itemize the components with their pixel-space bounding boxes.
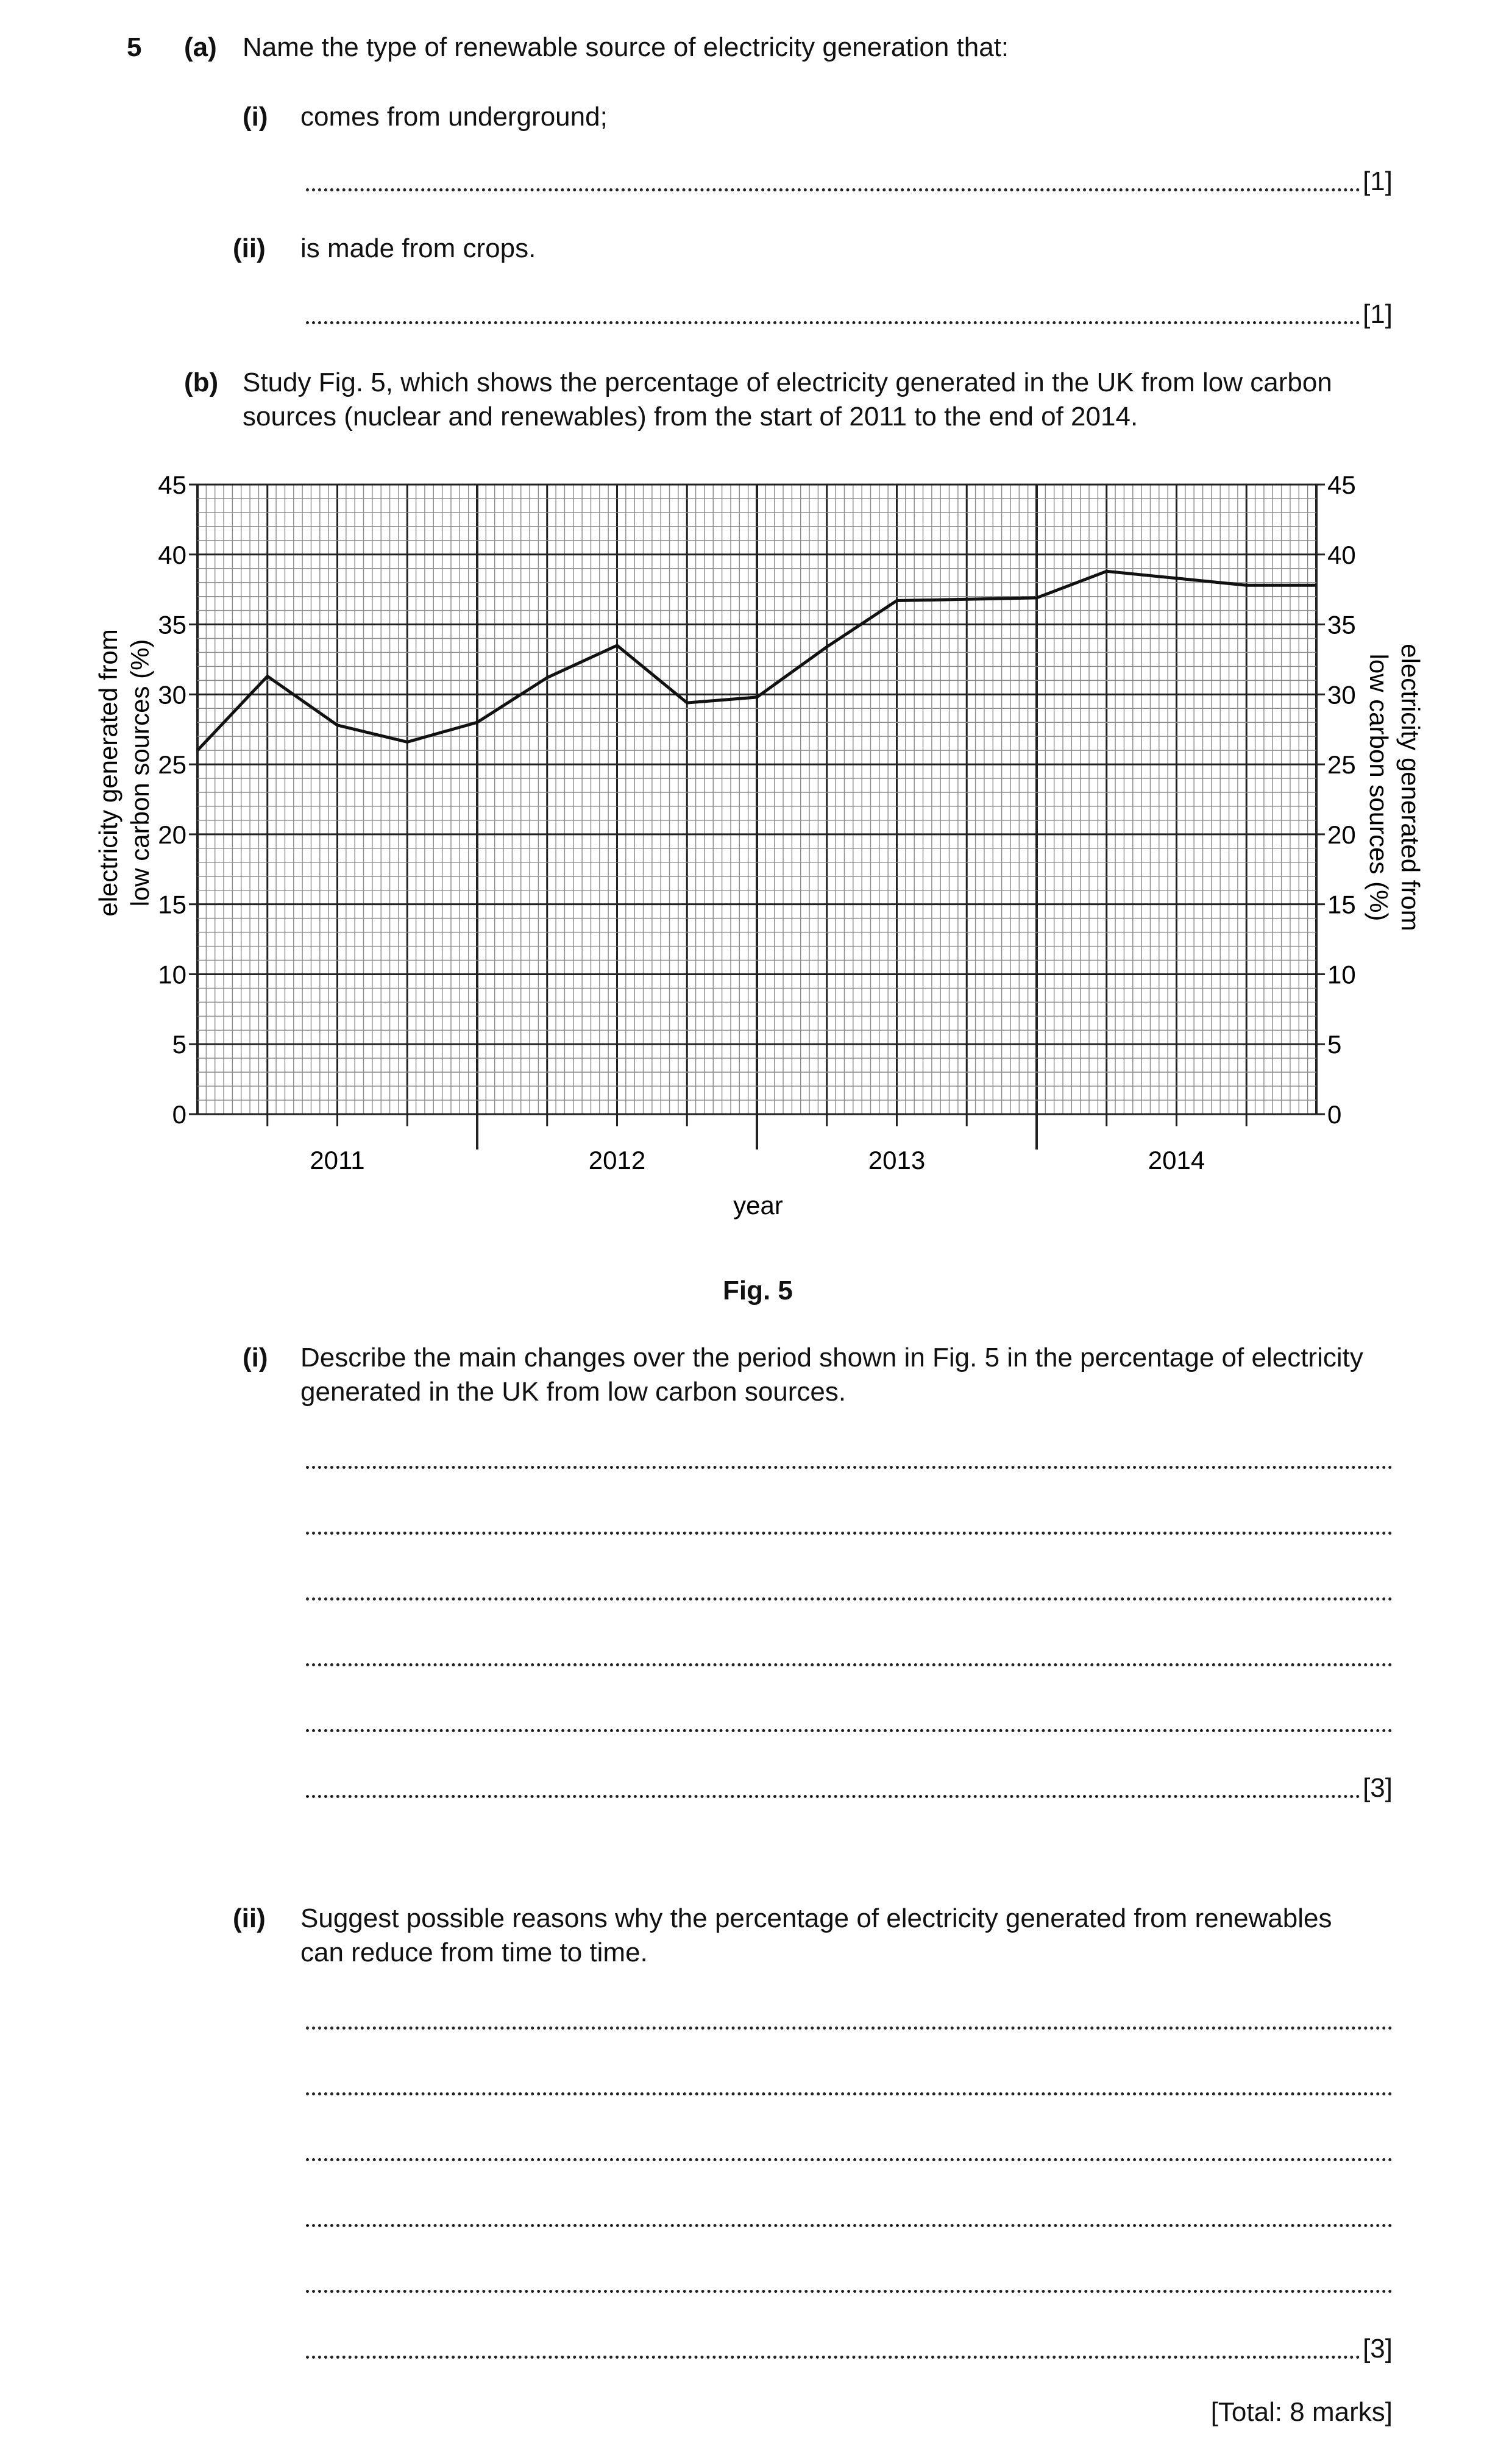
mark-b-ii: [3] <box>1363 2334 1393 2364</box>
y-tick-label: 30 <box>158 680 186 709</box>
chart-grid <box>197 485 1316 1114</box>
y-tick-label: 15 <box>158 890 186 919</box>
dotted-line <box>306 1466 1393 1469</box>
y-tick-label: 35 <box>158 610 186 639</box>
y-tick-label: 40 <box>1327 540 1356 569</box>
answer-line-b-ii-3[interactable] <box>306 2134 1393 2169</box>
answer-line-b-i-4[interactable] <box>306 1640 1393 1674</box>
part-a-i-label: (i) <box>243 102 268 132</box>
y-tick-label: 45 <box>158 471 186 499</box>
year-label: 2013 <box>868 1146 926 1174</box>
part-b-ii-text-line2: can reduce from time to time. <box>300 1938 648 1967</box>
y-tick-label: 10 <box>158 960 186 989</box>
part-a-text: Name the type of renewable source of electricity generation that: <box>243 32 1009 62</box>
dotted-line <box>306 1795 1360 1798</box>
part-a-ii-text: is made from crops. <box>300 233 536 263</box>
question-number: 5 <box>127 32 142 62</box>
answer-line-b-ii-6[interactable] <box>306 2332 1393 2366</box>
dotted-line <box>306 1729 1393 1732</box>
mark-a-ii: [1] <box>1363 299 1393 329</box>
dotted-line <box>306 1663 1393 1666</box>
fig-caption: Fig. 5 <box>723 1276 793 1306</box>
y-axis-label-left-line2: low carbon sources (%) <box>126 639 154 907</box>
dotted-line <box>306 2158 1393 2161</box>
y-tick-label: 10 <box>1327 960 1356 989</box>
dotted-line <box>306 2027 1393 2030</box>
answer-line-b-ii-4[interactable] <box>306 2200 1393 2234</box>
answer-line-b-i-5[interactable] <box>306 1705 1393 1739</box>
mark-b-i: [3] <box>1363 1773 1393 1803</box>
y-tick-label: 45 <box>1327 471 1356 499</box>
total-marks: [Total: 8 marks] <box>1210 2397 1393 2427</box>
y-tick-label: 25 <box>158 750 186 780</box>
y-tick-label: 0 <box>1327 1100 1342 1129</box>
y-axis-label-right-line2: low carbon sources (%) <box>1365 653 1393 922</box>
y-tick-label: 30 <box>1327 680 1356 709</box>
part-b-ii-label: (ii) <box>233 1903 266 1933</box>
y-axis-label-right-line1: electricity generated from <box>1396 644 1425 931</box>
answer-line-b-i-6[interactable] <box>306 1771 1393 1805</box>
answer-line-b-i-2[interactable] <box>306 1508 1393 1542</box>
part-a-label: (a) <box>184 32 217 62</box>
dotted-line <box>306 2224 1393 2227</box>
dotted-line <box>306 1532 1393 1535</box>
y-tick-labels-left <box>158 471 186 1129</box>
answer-line-b-i-1[interactable] <box>306 1442 1393 1476</box>
part-b-text-line1: Study Fig. 5, which shows the percentage of electricity generated in the UK from low carbon <box>243 368 1332 397</box>
y-tick-label: 0 <box>172 1100 186 1129</box>
part-a-ii-label: (ii) <box>233 233 266 263</box>
answer-line-b-i-3[interactable] <box>306 1574 1393 1608</box>
y-tick-label: 40 <box>158 540 186 569</box>
dotted-line <box>306 2092 1393 2095</box>
answer-line-b-ii-2[interactable] <box>306 2069 1393 2103</box>
part-b-label: (b) <box>184 368 219 397</box>
part-b-i-label: (i) <box>243 1343 268 1373</box>
part-b-text-line2: sources (nuclear and renewables) from the start of 2011 to the end of 2014. <box>243 402 1138 432</box>
part-b-i-text-line1: Describe the main changes over the period shown in Fig. 5 in the percentage of electricity <box>300 1343 1363 1373</box>
y-tick-labels-right <box>1327 471 1356 1129</box>
y-tick-label: 35 <box>1327 610 1356 639</box>
dotted-line <box>306 2356 1360 2359</box>
y-tick-label: 5 <box>172 1030 186 1059</box>
x-tick-labels <box>310 1146 1205 1174</box>
year-label: 2012 <box>588 1146 646 1174</box>
dotted-line <box>306 1597 1393 1601</box>
part-a-i-text: comes from underground; <box>300 102 608 132</box>
mark-a-i: [1] <box>1363 166 1393 196</box>
y-tick-label: 20 <box>1327 820 1356 849</box>
answer-line-b-ii-5[interactable] <box>306 2266 1393 2300</box>
y-tick-label: 5 <box>1327 1030 1342 1059</box>
y-axis-label-left-line1: electricity generated from <box>94 629 122 917</box>
year-label: 2014 <box>1148 1146 1205 1174</box>
y-tick-label: 15 <box>1327 890 1356 919</box>
year-label: 2011 <box>310 1146 365 1174</box>
dotted-line <box>306 2290 1393 2293</box>
y-tick-label: 20 <box>158 820 186 849</box>
y-tick-label: 25 <box>1327 750 1356 780</box>
part-b-i-text-line2: generated in the UK from low carbon sources. <box>300 1377 847 1407</box>
x-axis-label: year <box>733 1191 783 1220</box>
answer-line-b-ii-1[interactable] <box>306 2003 1393 2037</box>
part-b-ii-text-line1: Suggest possible reasons why the percentage of electricity generated from renewables <box>300 1903 1332 1933</box>
